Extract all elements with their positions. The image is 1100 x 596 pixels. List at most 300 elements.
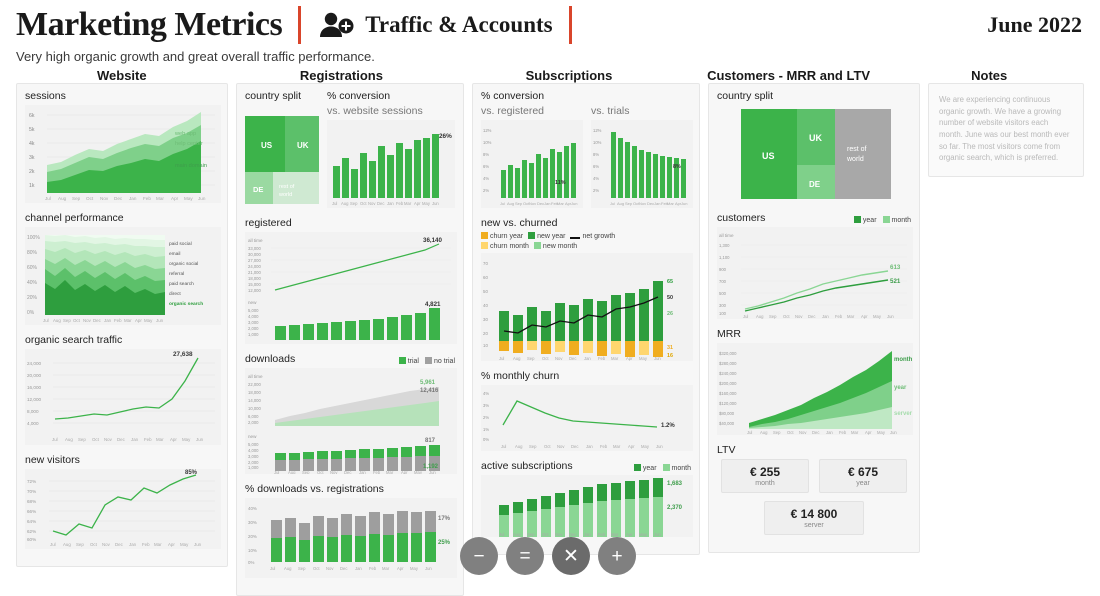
svg-text:8%: 8% [593,152,600,157]
svg-text:all time: all time [719,233,734,238]
panel-registrations [236,83,464,596]
chart-monthly-churn[interactable] [481,370,691,451]
svg-text:Jun: Jun [156,318,164,323]
svg-text:1k: 1k [29,183,35,189]
legend-label-churn-year: churn year [490,233,524,240]
svg-text:500: 500 [719,291,726,296]
svg-text:68%: 68% [27,499,37,504]
svg-text:11%: 11% [555,180,566,186]
chart-plot-active-subscriptions [481,475,691,537]
svg-text:$40,000: $40,000 [719,421,735,426]
chart-title-organic-search-traffic: organic search traffic [25,334,123,346]
chart-title-conversion-vs-registered: % conversion [481,90,545,102]
chart-title-country-split-customers: country split [717,90,774,102]
svg-text:Aug: Aug [515,444,523,449]
svg-text:Mar: Mar [156,196,164,201]
svg-text:Nov: Nov [529,201,537,206]
svg-text:60%: 60% [27,537,37,542]
ltv-value-server: € 14 800 [790,507,838,521]
svg-text:server: server [894,411,913,417]
svg-text:27,000: 27,000 [248,258,261,263]
svg-text:Jul: Jul [499,532,505,537]
panel-subscriptions [472,83,700,555]
svg-text:Dec: Dec [571,444,579,449]
svg-text:26%: 26% [439,133,452,140]
svg-text:world: world [847,156,864,163]
chart-active-subscriptions[interactable] [481,460,691,537]
svg-text:Apr: Apr [171,196,179,201]
svg-text:Feb: Feb [551,201,558,206]
zoom-out-button[interactable]: − [460,537,498,575]
svg-text:1,300: 1,300 [719,243,730,248]
svg-text:Jun: Jun [198,196,206,201]
svg-text:US: US [762,151,775,161]
chart-title-conversion-vs-sessions: % conversion [327,90,391,102]
svg-text:email: email [169,252,181,257]
svg-text:Sep: Sep [350,201,358,206]
legend-label-trial: trial [407,357,419,365]
svg-text:Aug: Aug [756,314,764,319]
legend-label-net-growth: net growth [582,232,616,240]
svg-text:Jan: Jan [584,532,591,537]
svg-text:6%: 6% [483,164,490,169]
svg-text:all time: all time [248,238,263,243]
svg-text:3,000: 3,000 [248,320,259,325]
svg-text:2,000: 2,000 [248,460,259,465]
svg-text:Sep: Sep [302,470,310,474]
svg-text:Nov: Nov [557,444,565,449]
svg-text:0%: 0% [248,560,255,565]
column-headers [0,68,1100,83]
svg-text:$200,000: $200,000 [719,381,737,386]
chart-legend-new-vs-churned [481,232,691,240]
svg-text:Nov: Nov [799,430,807,435]
chart-title-ltv: LTV [717,444,736,456]
chart-mrr[interactable] [717,328,911,435]
chart-downloads-vs-registrations[interactable] [245,483,455,578]
svg-text:Jan: Jan [129,196,137,201]
svg-text:$120,000: $120,000 [719,401,737,406]
svg-text:paid search: paid search [169,282,194,287]
svg-text:900: 900 [719,267,726,272]
svg-text:100%: 100% [27,235,40,241]
svg-text:Apr: Apr [168,542,175,547]
svg-text:Mar: Mar [382,566,390,571]
svg-text:May: May [184,196,193,201]
svg-text:Apr: Apr [401,470,408,474]
svg-text:17%: 17% [438,516,451,522]
svg-text:web app: web app [175,131,197,137]
svg-text:Apr: Apr [135,318,142,323]
svg-text:Oct: Oct [544,444,551,449]
svg-text:10%: 10% [593,140,602,145]
svg-text:300: 300 [719,303,726,308]
svg-text:Sep: Sep [625,201,633,206]
svg-text:10,000: 10,000 [248,406,261,411]
svg-text:May: May [873,314,881,319]
svg-text:12,000: 12,000 [248,288,261,293]
svg-text:10%: 10% [483,140,492,145]
chart-sessions[interactable] [25,90,219,203]
svg-text:10: 10 [483,343,488,348]
svg-text:1,000: 1,000 [248,332,259,337]
ltv-value-month: € 255 [749,465,781,479]
svg-text:700: 700 [719,279,726,284]
svg-text:Aug: Aug [507,201,515,206]
svg-text:Apr: Apr [628,444,635,449]
legend-label-year: year [642,464,657,472]
svg-text:Jun: Jun [196,437,204,442]
chart-plot-organic-search-traffic [25,349,219,445]
svg-text:Dec: Dec [344,470,352,474]
panel-website [16,83,228,567]
svg-text:1,000: 1,000 [248,465,259,470]
svg-text:Apr: Apr [414,201,421,206]
svg-text:Oct: Oct [317,470,324,474]
svg-text:Nov: Nov [104,437,112,442]
svg-text:Nov: Nov [326,566,334,571]
zoom-reset-button[interactable]: = [506,537,544,575]
ltv-card-server [764,501,864,535]
svg-text:Oct: Oct [542,356,549,361]
svg-text:$280,000: $280,000 [719,361,737,366]
svg-text:2%: 2% [483,188,490,193]
svg-text:Apr: Apr [170,437,177,442]
svg-text:Jan: Jan [129,542,137,547]
svg-text:5,000: 5,000 [248,308,259,313]
svg-text:40: 40 [483,303,488,308]
svg-text:Jul: Jul [332,201,338,206]
dashboard-grid [0,83,1100,596]
svg-text:Oct: Oct [92,437,99,442]
ltv-card-month [721,459,809,493]
chart-plot-registered [245,232,455,344]
svg-text:Jul: Jul [274,470,280,474]
svg-text:12,416: 12,416 [420,388,439,394]
svg-text:Aug: Aug [617,201,625,206]
svg-text:$80,000: $80,000 [719,411,735,416]
svg-text:Jul: Jul [501,444,507,449]
svg-text:2%: 2% [483,415,490,420]
svg-text:36,140: 36,140 [423,237,442,244]
svg-text:Mar: Mar [667,201,674,206]
svg-text:Jun: Jun [654,532,661,537]
panel-notes [928,83,1084,177]
svg-text:26: 26 [667,311,673,317]
svg-text:Jun: Jun [887,314,894,319]
svg-text:Sep: Sep [72,196,81,201]
svg-text:Nov: Nov [102,542,110,547]
chart-plot-monthly-churn [481,385,691,451]
svg-text:5,000: 5,000 [248,442,259,447]
svg-text:Jan: Jan [544,201,551,206]
svg-text:Sep: Sep [78,437,86,442]
svg-text:Mar: Mar [154,542,162,547]
svg-text:Dec: Dec [569,356,577,361]
svg-text:Jun: Jun [425,566,432,571]
chart-plot-country-split-registrations[interactable] [245,116,319,204]
zoom-toolbar[interactable] [460,537,636,575]
svg-text:4,000: 4,000 [248,314,259,319]
zoom-in-button[interactable]: + [598,537,636,575]
chart-country-split-customers[interactable] [717,90,911,203]
svg-text:Apr: Apr [675,201,682,206]
svg-text:Nov: Nov [368,201,376,206]
section-divider [569,6,572,44]
svg-text:Apr: Apr [865,430,872,435]
svg-text:Jul: Jul [270,566,276,571]
svg-text:Jan: Jan [387,201,394,206]
svg-text:Mar: Mar [557,201,564,206]
column-header-notes: Notes [971,68,1008,83]
chart-plot-customers [717,227,911,319]
svg-text:4,000: 4,000 [27,421,39,426]
svg-text:new: new [248,434,257,439]
svg-text:0%: 0% [483,437,490,442]
svg-text:Dec: Dec [808,314,816,319]
svg-text:66%: 66% [27,509,37,514]
svg-text:24,000: 24,000 [248,264,261,269]
chart-plot-conversion-vs-trials [591,120,693,208]
svg-text:Feb: Feb [598,356,606,361]
svg-text:Mar: Mar [847,314,855,319]
svg-text:8%: 8% [483,152,490,157]
svg-text:Feb: Feb [369,566,377,571]
chart-plot-downloads [245,368,455,474]
svg-text:May: May [641,444,649,449]
svg-text:month: month [894,357,913,363]
svg-text:1,100: 1,100 [719,255,730,260]
svg-text:Jul: Jul [50,542,56,547]
svg-text:Dec: Dec [377,201,385,206]
svg-text:Jun: Jun [571,201,578,206]
svg-text:Aug: Aug [513,356,521,361]
svg-text:Apr: Apr [626,532,633,537]
svg-text:4k: 4k [29,141,35,147]
svg-text:May: May [414,470,422,474]
svg-text:2,000: 2,000 [248,420,259,425]
svg-text:27,638: 27,638 [173,351,193,358]
svg-text:Feb: Feb [598,532,606,537]
svg-text:Feb: Feb [839,430,847,435]
svg-text:20,000: 20,000 [27,373,42,378]
page-subtitle: Very high organic growth and great overall traffic performance. [16,49,375,64]
title-divider [298,6,301,44]
svg-text:20%: 20% [27,295,38,301]
svg-text:16,000: 16,000 [27,385,42,390]
svg-text:Feb: Feb [835,314,843,319]
svg-text:Mar: Mar [611,356,619,361]
svg-text:3%: 3% [483,403,490,408]
svg-text:Sep: Sep [298,566,306,571]
svg-text:Feb: Feb [142,542,150,547]
svg-text:Sep: Sep [76,542,84,547]
svg-text:Jan: Jan [826,430,833,435]
svg-text:Jun: Jun [890,430,897,435]
svg-text:US: US [261,141,273,150]
svg-text:Sep: Sep [515,201,523,206]
svg-text:18,000: 18,000 [248,390,261,395]
svg-text:20%: 20% [248,534,257,539]
svg-text:Oct: Oct [73,318,80,323]
chart-subtitle-conversion-vs-trials: vs. trials [591,105,630,117]
svg-text:50: 50 [483,289,488,294]
page-header [0,0,1100,62]
chart-new-vs-churned[interactable] [481,217,691,361]
svg-text:UK: UK [809,133,822,143]
svg-text:UK: UK [297,141,309,150]
svg-text:main domain: main domain [175,163,208,169]
chart-group-conversions [481,90,691,208]
column-header-customers: Customers - MRR and LTV [707,68,871,83]
svg-text:direct: direct [169,292,181,297]
chart-subtitle-conversion-vs-registered: vs. registered [481,105,545,117]
chart-title-monthly-churn: % monthly churn [481,370,560,382]
svg-text:new: new [248,300,257,305]
svg-text:21,000: 21,000 [248,270,261,275]
chart-plot-mrr [717,343,911,435]
svg-text:4,821: 4,821 [425,301,441,308]
svg-text:70: 70 [483,261,488,266]
svg-text:Jul: Jul [499,356,505,361]
chart-downloads[interactable] [245,353,455,474]
svg-text:Apr: Apr [397,566,404,571]
chart-plot-sessions [25,105,219,203]
svg-text:Feb: Feb [143,196,151,201]
person-add-icon [317,8,355,42]
svg-text:14,000: 14,000 [248,398,261,403]
svg-text:Aug: Aug [513,532,521,537]
svg-text:5k: 5k [29,127,35,133]
chart-legend-new-vs-churned-row2 [481,242,691,250]
svg-text:Jun: Jun [429,470,436,474]
chart-ltv[interactable] [717,444,911,535]
svg-text:8%: 8% [673,164,681,170]
svg-text:Sep: Sep [63,318,71,323]
svg-text:Feb: Feb [600,444,608,449]
svg-text:1%: 1% [483,427,490,432]
svg-text:May: May [180,542,189,547]
svg-text:Sep: Sep [527,356,535,361]
svg-text:Feb: Feb [661,201,668,206]
svg-text:Jul: Jul [43,318,49,323]
svg-text:Nov: Nov [100,196,109,201]
svg-text:40%: 40% [27,280,38,286]
svg-text:Jun: Jun [654,356,661,361]
svg-text:Mar: Mar [124,318,132,323]
svg-text:Aug: Aug [53,318,61,323]
svg-text:Apr: Apr [626,356,633,361]
svg-text:0%: 0% [27,310,35,316]
svg-text:10%: 10% [248,548,257,553]
svg-text:Feb: Feb [114,318,122,323]
chart-title-new-vs-churned: new vs. churned [481,217,558,229]
svg-text:Jul: Jul [52,437,58,442]
svg-text:521: 521 [890,278,901,285]
chart-plot-downloads-vs-registrations [245,498,455,578]
report-date: June 2022 [987,12,1082,37]
legend-label-no-trial: no trial [433,357,455,365]
chart-plot-channel-performance [25,227,219,325]
svg-text:6k: 6k [29,113,35,119]
svg-text:Dec: Dec [647,201,655,206]
chart-registered[interactable] [245,217,455,344]
svg-text:Jan: Jan [131,437,139,442]
svg-text:4,000: 4,000 [248,448,259,453]
ltv-label-server: server [804,522,824,529]
svg-text:Jun: Jun [432,201,439,206]
chart-subtitle-conversion-vs-sessions: vs. website sessions [327,105,423,117]
svg-text:$160,000: $160,000 [719,391,737,396]
svg-text:Nov: Nov [639,201,647,206]
svg-text:Mar: Mar [613,444,621,449]
column-header-subscriptions: Subscriptions [525,68,613,83]
chart-group-country-conversion [245,90,455,208]
svg-text:24,000: 24,000 [27,361,42,366]
chart-title-active-subscriptions: active subscriptions [481,460,573,472]
svg-text:May: May [639,532,647,537]
svg-text:4%: 4% [593,176,600,181]
ltv-card-year [819,459,907,493]
svg-text:72%: 72% [27,479,37,484]
svg-text:Jun: Jun [681,201,688,206]
page-section-title: Traffic & Accounts [365,12,553,37]
column-header-website: Website [97,68,147,83]
svg-text:4%: 4% [483,391,490,396]
chart-organic-search-traffic[interactable] [25,334,219,445]
svg-text:Apr: Apr [565,201,572,206]
svg-text:Mar: Mar [156,437,164,442]
svg-text:25%: 25% [438,540,451,546]
svg-text:Feb: Feb [396,201,404,206]
svg-text:Nov: Nov [83,318,91,323]
fullscreen-button[interactable]: ✕ [552,537,590,575]
chart-title-sessions: sessions [25,90,66,102]
svg-text:$320,000: $320,000 [719,351,737,356]
svg-text:100: 100 [719,311,726,316]
svg-text:paid social: paid social [169,242,192,247]
svg-text:4%: 4% [483,176,490,181]
legend-label-customers-year: year [862,216,877,224]
chart-plot-new-vs-churned [481,253,691,361]
chart-plot-conversion-vs-sessions [327,120,455,208]
svg-text:1,683: 1,683 [667,481,683,487]
chart-title-mrr: MRR [717,328,741,340]
chart-customers[interactable] [717,212,911,319]
chart-new-visitors[interactable] [25,454,219,549]
svg-text:5,961: 5,961 [420,380,436,386]
svg-text:50: 50 [667,295,673,301]
svg-text:Mar: Mar [611,532,619,537]
svg-text:Jul: Jul [743,314,749,319]
ltv-value-year: € 675 [847,465,879,479]
chart-title-country-split-registrations: country split [245,90,302,102]
svg-text:60: 60 [483,275,488,280]
svg-text:Feb: Feb [144,437,152,442]
svg-text:70%: 70% [27,489,37,494]
svg-text:Dec: Dec [537,201,545,206]
chart-legend-active-subscriptions [634,464,691,472]
svg-text:May: May [182,437,191,442]
chart-channel-performance[interactable] [25,212,219,325]
svg-text:Jul: Jul [45,196,51,201]
svg-text:Oct: Oct [633,201,640,206]
svg-text:Oct: Oct [787,430,794,435]
svg-text:Nov: Nov [555,532,563,537]
legend-label-new-year: new year [537,233,566,240]
svg-text:64%: 64% [27,519,37,524]
chart-plot-country-split-customers [717,105,911,203]
